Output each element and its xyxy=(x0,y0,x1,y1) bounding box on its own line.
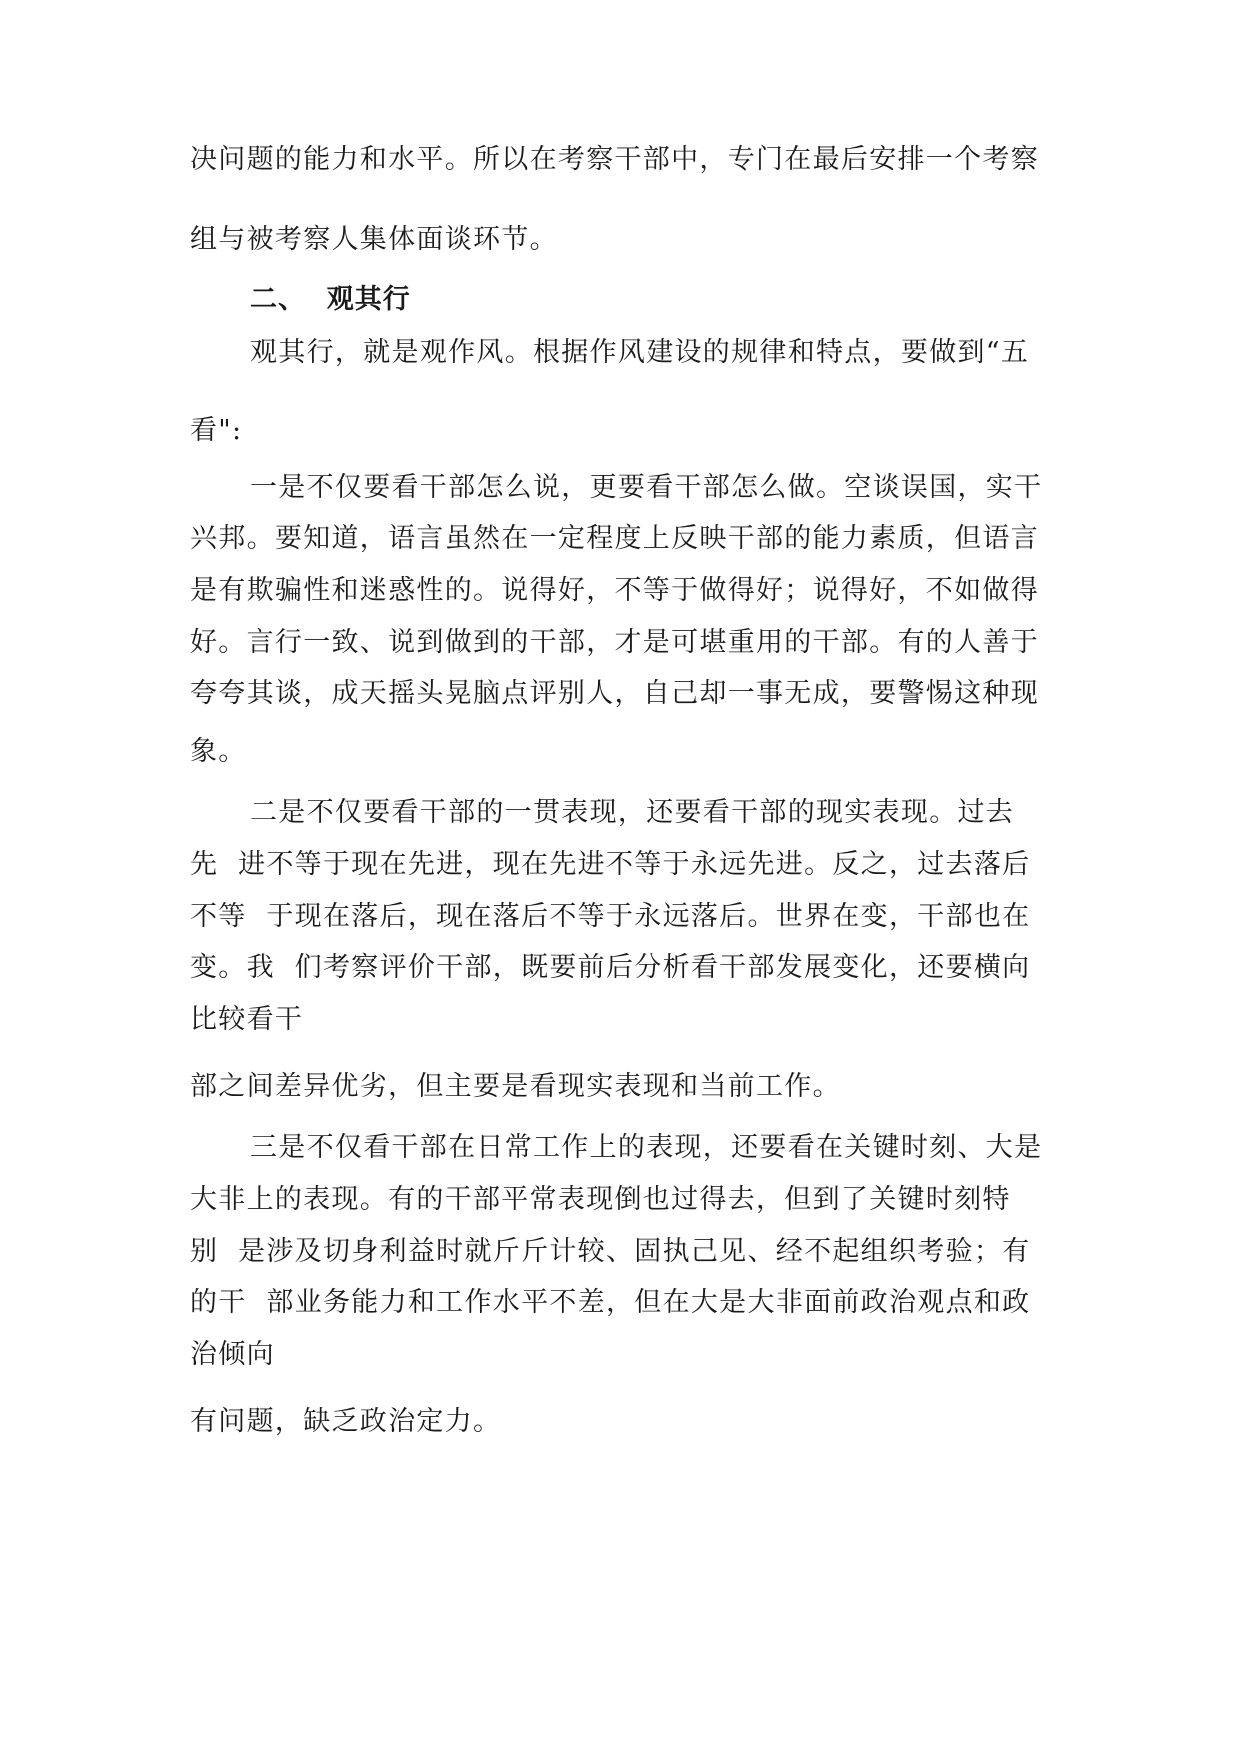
paragraph-line: 部之间差异优劣，但主要是看现实表现和当前工作。 xyxy=(190,1071,841,1102)
paragraph-line: 是有欺骗性和迷惑性的。说得好，不等于做得好；说得好，不如做得 xyxy=(190,575,1039,606)
section-heading: 二、 观其行 xyxy=(250,284,411,315)
paragraph-line: 看": xyxy=(190,415,243,446)
paragraph-line: 象。 xyxy=(190,736,247,767)
paragraph-line: 决问题的能力和水平。所以在考察干部中，专门在最后安排一个考察 xyxy=(190,144,1039,175)
paragraph-line: 的干 部业务能力和工作水平不差，但在大是大非面前政治观点和政 xyxy=(190,1287,1031,1318)
paragraph-line: 好。言行一致、说到做到的干部，才是可堪重用的干部。有的人善于 xyxy=(190,627,1039,658)
paragraph-line: 组与被考察人集体面谈环节。 xyxy=(190,224,558,255)
paragraph-line: 比较看干 xyxy=(190,1004,304,1035)
paragraph-line: 治倾向 xyxy=(190,1339,275,1370)
paragraph-line: 变。我 们考察评价干部，既要前后分析看干部发展变化，还要横向 xyxy=(190,952,1031,983)
paragraph-line: 先 进不等于现在先进，现在先进不等于永远先进。反之，过去落后 xyxy=(190,849,1031,880)
paragraph-line: 别 是涉及切身利益时就斤斤计较、固执己见、经不起组织考验；有 xyxy=(190,1236,1031,1267)
paragraph-line: 观其行，就是观作风。根据作风建设的规律和特点，要做到“五 xyxy=(250,337,1030,368)
paragraph-line: 夸夸其谈，成天摇头晃脑点评别人，自己却一事无成，要警惕这种现 xyxy=(190,678,1039,709)
paragraph-line: 有问题，缺乏政治定力。 xyxy=(190,1406,502,1437)
paragraph-line: 不等 于现在落后，现在落后不等于永远落后。世界在变，干部也在 xyxy=(190,901,1031,932)
paragraph-line: 一是不仅要看干部怎么说，更要看干部怎么做。空谈误国，实干 xyxy=(250,472,1043,503)
paragraph-line: 大非上的表现。有的干部平常表现倒也过得去，但到了关键时刻特 xyxy=(190,1184,1011,1215)
paragraph-line: 兴邦。要知道，语言虽然在一定程度上反映干部的能力素质，但语言 xyxy=(190,523,1039,554)
paragraph-line: 三是不仅看干部在日常工作上的表现，还要看在关键时刻、大是 xyxy=(250,1132,1043,1163)
paragraph-line: 二是不仅要看干部的一贯表现，还要看干部的现实表现。过去 xyxy=(250,797,1015,828)
